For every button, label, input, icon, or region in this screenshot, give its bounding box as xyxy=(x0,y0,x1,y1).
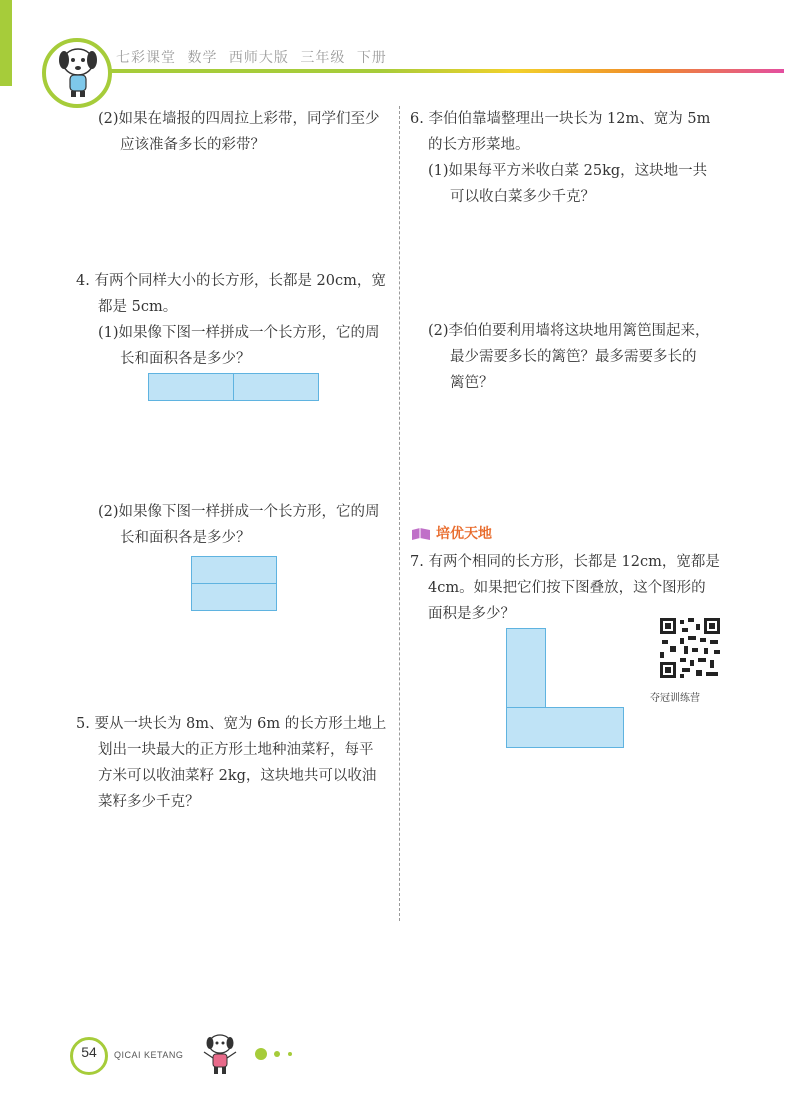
q4-line-2: 都是 5cm。 xyxy=(98,299,178,315)
header-rainbow-stripe xyxy=(110,69,784,73)
q5-line-4: 菜籽多少千克？ xyxy=(98,794,200,810)
q6-2-line-3: 篱笆？ xyxy=(450,375,494,391)
rect-stacked-top xyxy=(191,556,277,584)
q6-2-line-2: 最少需要多长的篱笆？最多需要多长的 xyxy=(450,349,697,365)
q7-line-3: 面积是多少？ xyxy=(428,606,515,622)
header-accent-bar xyxy=(0,0,12,86)
qr-caption: 夺冠训练营 xyxy=(650,693,700,704)
q5-line-3: 方米可以收油菜籽 2kg，这块地共可以收油 xyxy=(98,768,377,784)
header-grade: 三年级 xyxy=(300,50,346,66)
header-title xyxy=(116,47,393,67)
q4-1-line-2: 长和面积各是多少？ xyxy=(120,351,251,367)
q4-1-line-1: (1)如果像下图一样拼成一个长方形，它的周 xyxy=(98,325,380,341)
mascot-dog-footer-icon xyxy=(200,1030,240,1078)
q4-line-1: 4. 有两个同样大小的长方形，长都是 20cm，宽 xyxy=(76,273,386,289)
q4-2-line-1: (2)如果像下图一样拼成一个长方形，它的周 xyxy=(98,504,380,520)
header-volume: 下册 xyxy=(356,50,387,66)
q6-line-1: 6. 李伯伯靠墙整理出一块长为 12m、宽为 5m xyxy=(410,111,711,127)
q6-1-line-1: (1)如果每平方米收白菜 25kg，这块地一共 xyxy=(428,163,708,179)
header-series: 七彩课堂 xyxy=(116,50,176,66)
footer-dot-medium xyxy=(274,1051,280,1057)
book-icon xyxy=(411,527,431,541)
q3-2-line-2: 应该准备多长的彩带？ xyxy=(120,137,265,153)
q7-line-2: 4cm。如果把它们按下图叠放，这个图形的 xyxy=(428,580,706,596)
rect-horizontal-right xyxy=(233,373,319,401)
header-edition: 西师大版 xyxy=(228,50,289,66)
footer-brand: QICAI KETANG xyxy=(114,1050,184,1060)
q7-line-1: 7. 有两个相同的长方形，长都是 12cm，宽都是 xyxy=(410,554,720,570)
section-title: 培优天地 xyxy=(436,526,492,542)
q6-1-line-2: 可以收白菜多少千克？ xyxy=(450,189,595,205)
q4-2-line-2: 长和面积各是多少？ xyxy=(120,530,251,546)
column-divider xyxy=(399,106,400,921)
rect-stacked-bottom xyxy=(191,583,277,611)
header-subject: 数学 xyxy=(187,50,218,66)
rect-horizontal-overlap xyxy=(506,707,624,748)
footer-dot-small xyxy=(288,1052,292,1056)
rect-horizontal-left xyxy=(148,373,234,401)
page-number: 54 xyxy=(81,1044,97,1060)
qr-code-icon[interactable] xyxy=(658,616,722,680)
q3-2-line-1: (2)如果在墙报的四周拉上彩带，同学们至少 xyxy=(98,111,380,127)
q6-line-2: 的长方形菜地。 xyxy=(428,137,530,153)
footer-dot-large xyxy=(255,1048,267,1060)
q5-line-2: 划出一块最大的正方形土地种油菜籽，每平 xyxy=(98,742,374,758)
q5-line-1: 5. 要从一块长为 8m、宽为 6m 的长方形土地上 xyxy=(76,716,387,732)
mascot-dog-icon xyxy=(52,38,104,100)
q6-2-line-1: (2)李伯伯要利用墙将这块地用篱笆围起来， xyxy=(428,323,710,339)
